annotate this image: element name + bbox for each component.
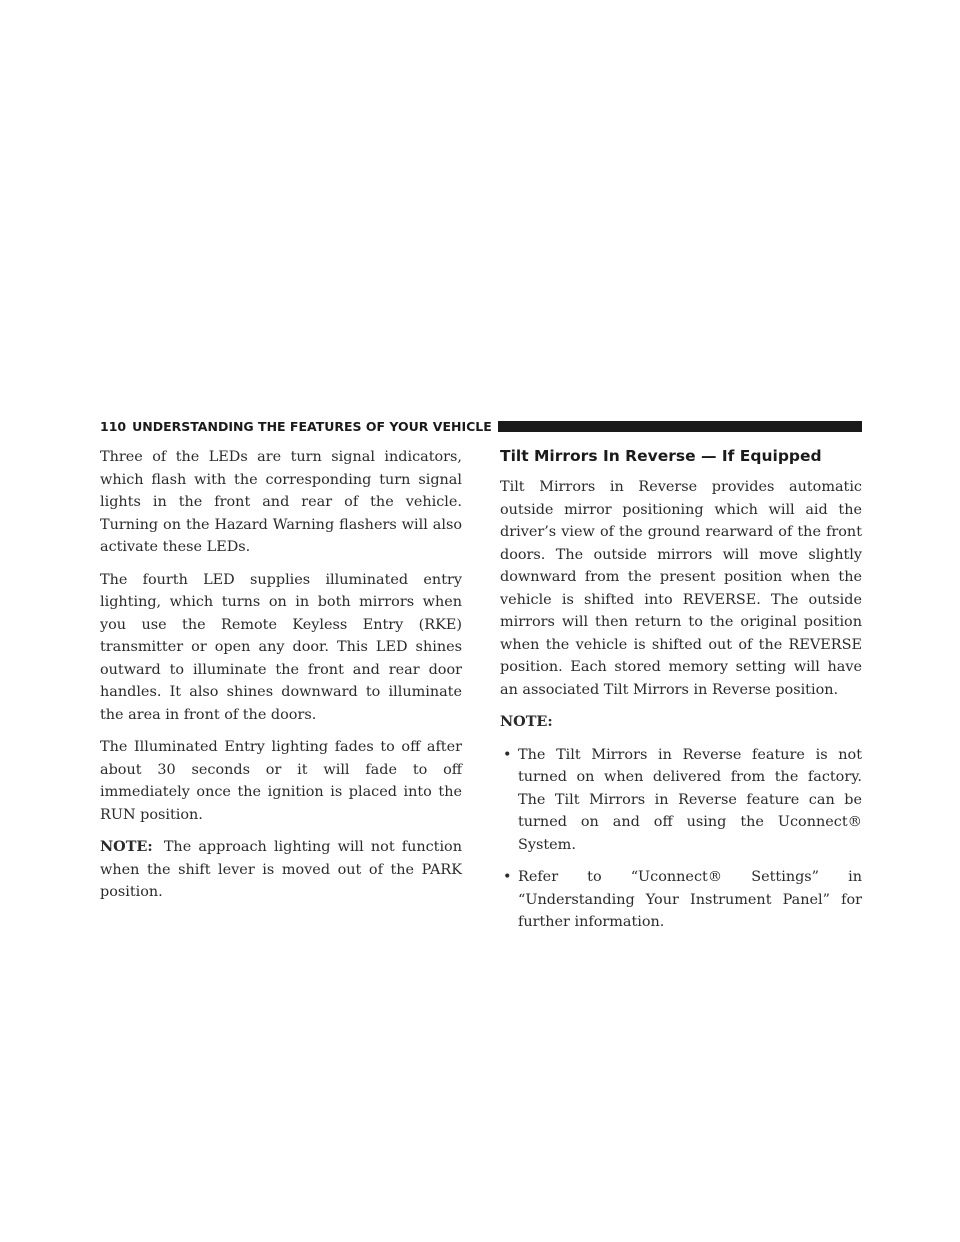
paragraph-fade-off: The Illuminated Entry lighting fades to off after about 30 seconds or it will fade to off immediately once the ignition is placed into the RUN position.: [100, 739, 462, 823]
note-label: NOTE:: [500, 713, 553, 730]
bullet-icon: •: [503, 746, 512, 763]
list-item: [500, 744, 862, 857]
subsection-heading: Tilt Mirrors In Reverse — If Equipped: [500, 447, 822, 465]
note-approach-lighting: [100, 836, 462, 904]
page-header: [100, 416, 862, 436]
list-item-text: Refer to “Uconnect® Settings” in “Understanding Your Instrument Panel” for further information.: [518, 869, 862, 930]
page-number: 110: [100, 418, 127, 434]
left-column: [100, 446, 462, 914]
header-rule: [498, 421, 862, 432]
paragraph-turn-signal-leds: Three of the LEDs are turn signal indicators, which flash with the corresponding turn signal lights in the front and rear of the vehicle. Turning on the Hazard Warning flashers will also activate these LEDs.: [100, 449, 462, 555]
section-title: UNDERSTANDING THE FEATURES OF YOUR VEHICLE: [132, 418, 492, 434]
note-label: NOTE:: [100, 838, 153, 855]
note-bullet-list: [500, 744, 862, 934]
list-item-text: The Tilt Mirrors in Reverse feature is not turned on when delivered from the factory. The Tilt Mirrors in Reverse feature can be turned on and off using the Uconnect® System.: [518, 746, 862, 853]
note-text: The approach lighting will not function when the shift lever is moved out of the PARK position.: [100, 839, 462, 900]
right-column: [500, 446, 862, 944]
bullet-icon: •: [503, 869, 512, 885]
paragraph-entry-lighting: The fourth LED supplies illuminated entry lighting, which turns on in both mirrors when you use the Remote Keyless Entry (RKE) transmitter or open any door. This LED shines outward to illuminate the front and rear door handles. It also shines downward to illuminate the area in front of the doors.: [100, 571, 462, 723]
list-item: [500, 866, 862, 934]
paragraph-tilt-mirrors: Tilt Mirrors in Reverse provides automatic outside mirror positioning which will aid the driver’s view of the ground rearward of the front doors. The outside mirrors will move slightly downward from the present position when the vehicle is shifted into REVERSE. The outside mirrors will then return to the original position when the vehicle is shifted out of the REVERSE position. Each stored memory setting will have an associated Tilt Mirrors in Reverse position.: [500, 479, 862, 698]
